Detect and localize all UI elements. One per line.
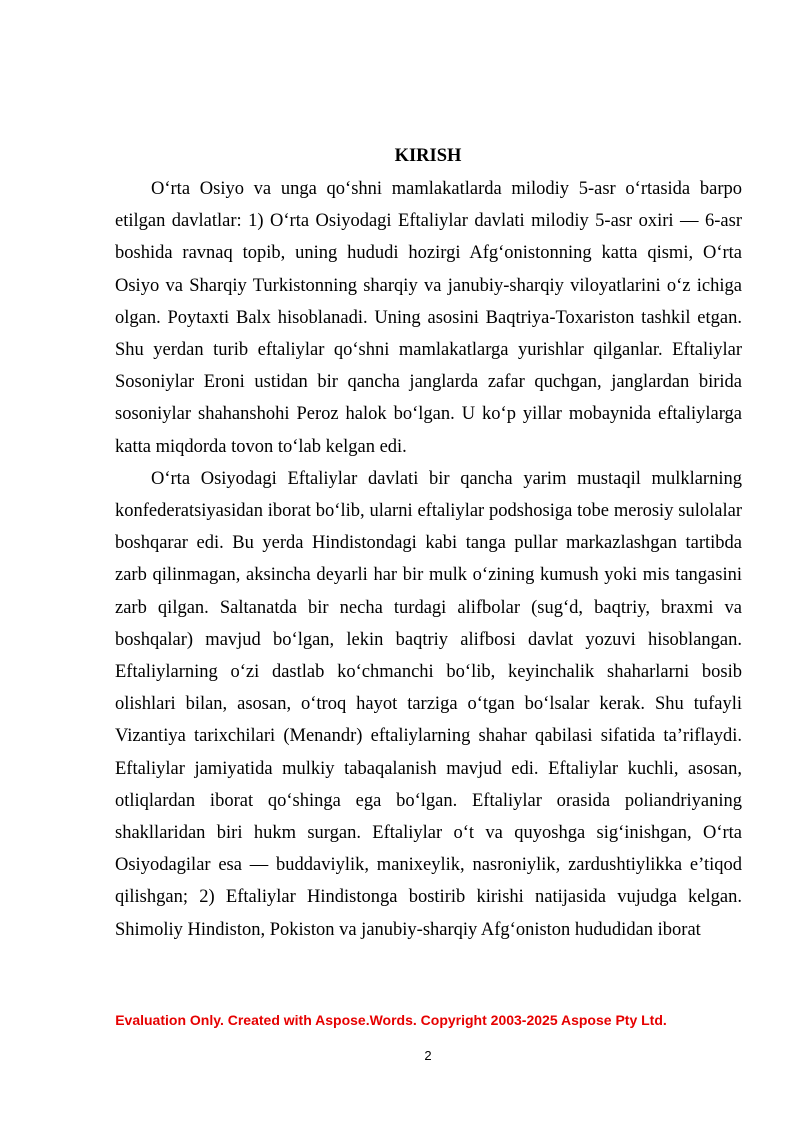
body-text — [115, 173, 742, 946]
page-number: 2 — [424, 1048, 432, 1063]
paragraph-2: O‘rta Osiyodagi Eftaliylar davlati bir qancha yarim mustaqil mulklarning konfederatsiyasidan iborat bo‘lib, ularni eftaliylar podshosiga tobe merosiy sulolalar boshqarar edi. Bu yerda Hindistondagi kabi tanga pullar markazlashgan tartibda zarb qilinmagan, aksincha deyarli har bir mulk o‘zining kumush yoki mis tangasini zarb qilgan. Saltanatda bir necha turdagi alifbolar (sug‘d, baqtriy, braxmi va boshqalar) mavjud bo‘lgan, lekin baqtriy alifbosi davlat yozuvi hisoblangan. Eftaliylarning o‘zi dastlab ko‘chmanchi bo‘lib, keyinchalik shaharlarni bosib olishlari bilan, asosan, o‘troq hayot tarziga o‘tgan bo‘lsalar kerak. Shu tufayli Vizantiya tarixchilari (Menandr) eftaliylarning shahar qabilasi sifatida ta’riflaydi. Eftaliylar jamiyatida mulkiy tabaqalanish mavjud edi. Eftaliylar kuchli, asosan, otliqlardan iborat qo‘shinga ega bo‘lgan. Eftaliylar orasida poliandriyaning shakllaridan biri hukm surgan. Eftaliylar o‘t va quyoshga sig‘inishgan, O‘rta Osiyodagilar esa — buddaviylik, manixeylik, nasroniylik, zardushtiylikka e’tiqod qilishgan; 2) Eftaliylar Hindistonga bostirib kirishi natijasida vujudga kelgan. Shimoliy Hindiston, Pokiston va janubiy-sharqiy Afg‘oniston hududidan iborat — [115, 468, 742, 940]
page-heading: KIRISH — [394, 146, 462, 166]
evaluation-watermark: Evaluation Only. Created with Aspose.Words. Copyright 2003-2025 Aspose Pty Ltd. — [115, 1012, 667, 1028]
paragraph-1: O‘rta Osiyo va unga qo‘shni mamlakatlarda milodiy 5-asr o‘rtasida barpo etilgan davlatlar: 1) O‘rta Osiyodagi Eftaliylar davlati milodiy 5-asr oxiri — 6-asr boshida ravnaq topib, uning hududi hozirgi Afg‘onistonning katta qismi, O‘rta Osiyo va Sharqiy Turkistonning sharqiy va janubiy-sharqiy viloyatlarini o‘z ichiga olgan. Poytaxti Balx hisoblanadi. Uning asosini Baqtriya-Toxariston tashkil etgan. Shu yerdan turib eftaliylar qo‘shni mamlakatlarga yurishlar qilganlar. Eftaliylar Sosoniylar Eroni ustidan bir qancha janglarda zafar quchgan, janglardan birida sosoniylar shahanshohi Peroz halok bo‘lgan. U ko‘p yillar mobaynida eftaliylarga katta miqdorda tovon to‘lab kelgan edi. — [115, 179, 742, 457]
